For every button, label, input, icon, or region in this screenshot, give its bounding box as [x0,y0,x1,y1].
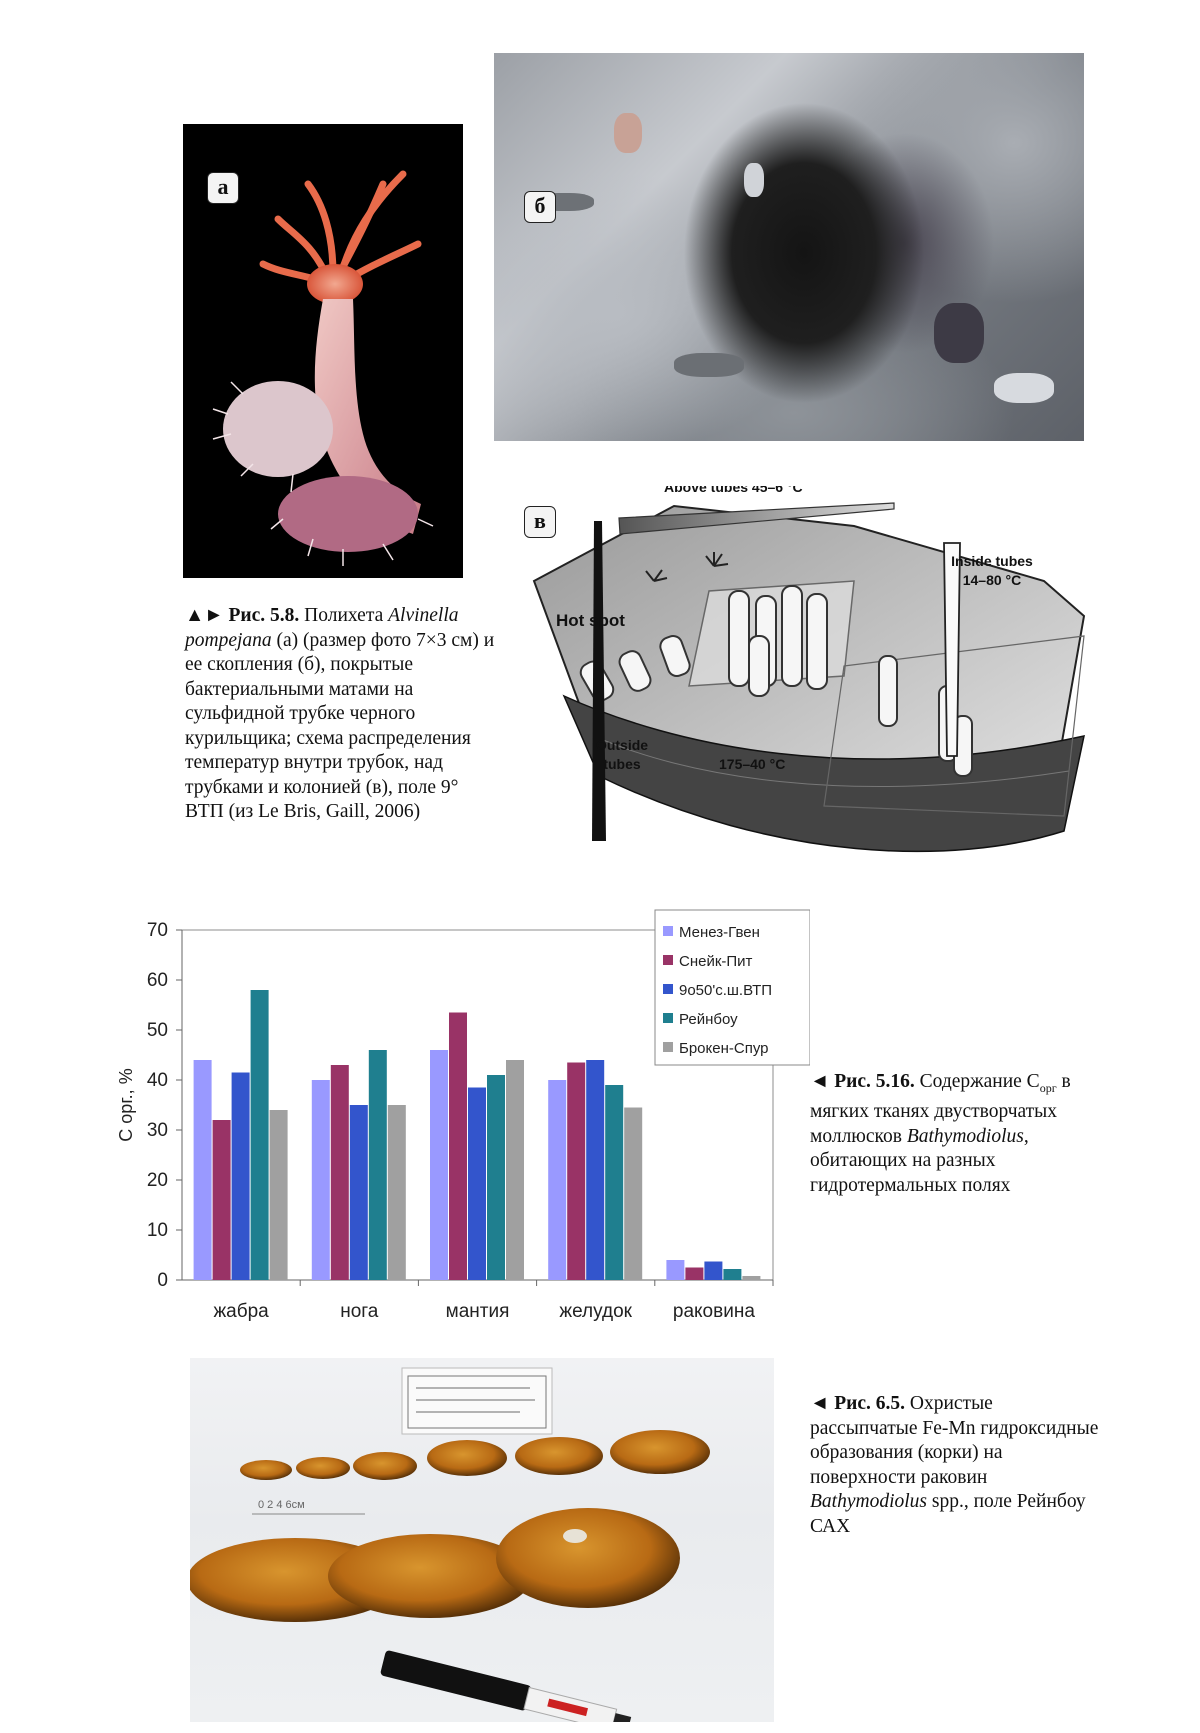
caption-title: Рис. 5.16. [834,1071,915,1092]
bar [369,1050,387,1280]
figure-label-a: а [207,172,239,204]
caption-text: (а) (размер фото 7×3 см) и ее скопления (б), покрытые бактериальными матами на сульфидной трубке черного курильщика; схема распределения температур внутри трубок, над трубками и колонией (в), поле 9° ВТП (из Le Bris, Gaill, 2006) [185,629,495,822]
bar [742,1276,760,1280]
caption-marker: ▲► [185,605,229,626]
bar [468,1088,486,1281]
figure-label-b: б [524,191,556,223]
caption-marker: ◄ [810,1071,835,1092]
bar [586,1060,604,1280]
bar [312,1080,330,1280]
caption-text: Полихета [299,605,389,626]
bar [430,1050,448,1280]
scale-text: 0 2 4 6см [258,1499,305,1511]
bar [232,1073,250,1281]
legend-swatch [663,984,673,994]
bar [605,1085,623,1280]
caption-species: Bathymodiolus [906,1125,1024,1147]
chart-svg [110,905,810,1335]
caption-species: Alvinella pompejana [185,605,459,651]
bar [624,1108,642,1281]
bar [270,1110,288,1280]
bar [331,1065,349,1280]
worm-tube-shape [614,113,642,153]
bar [251,990,269,1280]
x-tick-label: желудок [559,1301,632,1322]
label-colony-temp: 175–40 °C [719,756,786,772]
caption-marker: ◄ [810,1393,835,1414]
y-tick-label: 0 [157,1270,168,1291]
caption-subscript: орг [1039,1080,1057,1095]
bar [350,1105,368,1280]
bar [704,1262,722,1281]
photo-colony [494,53,1084,441]
legend-swatch [663,955,673,965]
x-tick-label: мантия [445,1301,510,1322]
bar [194,1060,212,1280]
label-inside-tubes: Inside tubes [951,553,1033,569]
diagram-svg [524,486,1094,856]
texture-patch [674,353,744,377]
caption-species: Bathymodiolus [810,1491,927,1512]
texture-patch [934,303,984,363]
temperature-diagram [524,486,1094,856]
legend-label: Рейнбоу [679,1011,738,1028]
caption-title: Рис. 6.5. [834,1393,905,1414]
caption-fig-6-5 [810,1392,1100,1539]
bar [506,1060,524,1280]
legend-label: Менез-Гвен [679,924,760,941]
caption-text: Охристые рассыпчатые Fe-Mn гидроксидные образования (корки) на поверхности раковин [810,1393,1099,1488]
caption-title: Рис. 5.8. [228,605,300,626]
texture-patch [994,373,1054,403]
caption-text: в мягких тканях двустворчатых моллюсков [810,1071,1071,1147]
shells-illustration [190,1358,774,1722]
label-outside-tubes-2: tubes [603,756,641,772]
legend-swatch [663,926,673,936]
legend-label: Снейк-Пит [679,953,753,970]
x-tick-label: жабра [213,1301,269,1322]
x-tick-label: нога [340,1301,379,1322]
caption-fig-5-8 [185,604,495,825]
y-tick-label: 60 [146,970,168,991]
texture-patch [744,163,764,197]
bar [567,1063,585,1281]
y-tick-label: 20 [146,1170,168,1191]
label-outside-tubes: Outside [595,737,649,753]
photo-polychaete [183,124,463,578]
bar [213,1120,231,1280]
caption-text: spp., поле Рейнбоу САХ [810,1491,1086,1537]
bar [685,1268,703,1281]
caption-text: Содержание С [914,1071,1040,1092]
y-tick-label: 70 [146,920,168,941]
legend-swatch [663,1013,673,1023]
legend-label: Брокен-Спур [679,1040,769,1057]
bar [666,1260,684,1280]
label-hot-spot: Hot spot [556,611,625,630]
bar [449,1013,467,1281]
y-tick-label: 10 [146,1220,168,1241]
caption-fig-5-16 [810,1070,1100,1198]
bar-chart [110,905,810,1335]
photo-mussel-shells [190,1358,774,1722]
bar [388,1105,406,1280]
y-tick-label: 30 [146,1120,168,1141]
caption-text: , обитающих на разных гидротермальных полях [810,1125,1029,1196]
y-tick-label: 40 [146,1070,168,1091]
label-inside-tubes-temp: 14–80 °C [962,572,1022,588]
legend-swatch [663,1042,673,1052]
bar [723,1269,741,1280]
label-above-tubes: Above tubes 45–6 °C [664,486,803,495]
y-axis-label: С орг., % [116,1068,136,1142]
figure-label-v: в [524,506,556,538]
legend-label: 9о50'с.ш.ВТП [679,982,773,999]
bar [487,1075,505,1280]
bar [548,1080,566,1280]
y-tick-label: 50 [146,1020,168,1041]
x-tick-label: раковина [672,1301,755,1322]
